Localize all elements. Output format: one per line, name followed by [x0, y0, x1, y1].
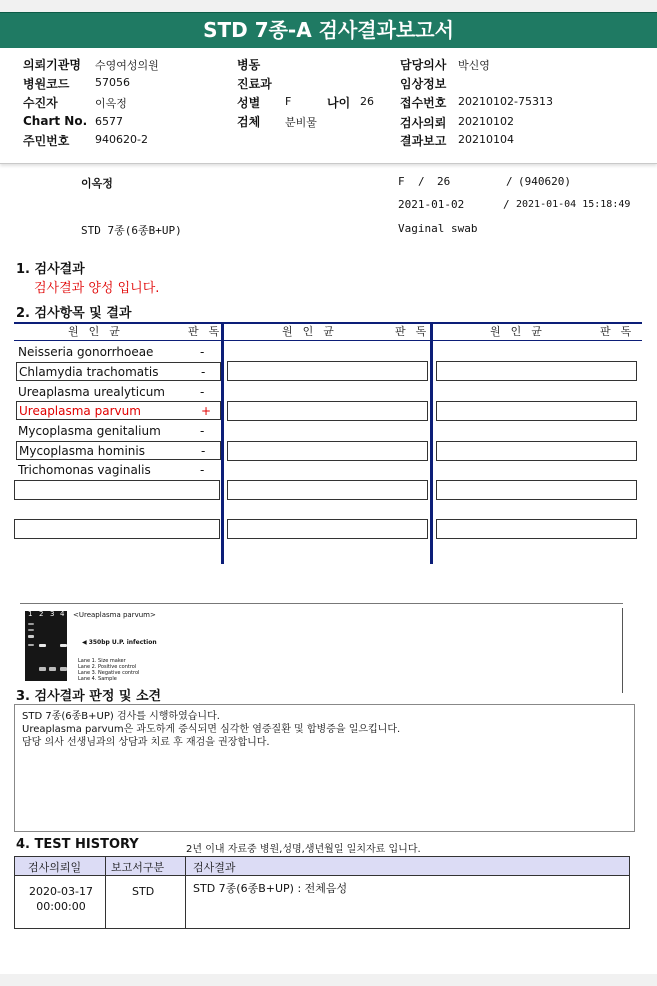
organism-result: + — [201, 404, 212, 418]
report-title: STD 7종-A 검사결과보고서 — [203, 18, 454, 42]
age-label: 나이 — [327, 96, 351, 110]
column-divider — [105, 857, 106, 928]
organism-name: Mycoplasma hominis — [19, 444, 145, 458]
empty-row — [436, 361, 637, 381]
empty-row — [227, 519, 428, 539]
rrn-value: 940620-2 — [95, 133, 148, 146]
patient-age: 26 — [437, 175, 451, 188]
organism-result: - — [201, 444, 206, 458]
section-1-title: 1. 검사결과 — [16, 262, 85, 277]
empty-row — [14, 480, 220, 500]
gel-band — [39, 644, 46, 647]
rrn-label: 주민번호 — [23, 134, 70, 148]
history-report-type: STD — [132, 885, 155, 898]
column-divider — [430, 322, 433, 564]
history-time: 00:00:00 — [36, 900, 86, 913]
section-3-title: 3. 검사결과 판정 및 소견 — [16, 689, 162, 704]
lane-number: 3 — [50, 610, 55, 618]
empty-row — [227, 361, 428, 381]
hospcode-value: 57056 — [95, 76, 130, 89]
history-table — [14, 856, 630, 929]
gel-band — [49, 667, 56, 671]
hospital-value: 수영여성의원 — [95, 59, 159, 72]
organism-name: Chlamydia trachomatis — [19, 365, 159, 379]
opinion-line: Ureaplasma parvum은 과도하게 증식되면 심각한 염증질환 및 합병증을 일으킵니다. — [22, 724, 401, 735]
empty-row — [436, 441, 637, 461]
col-request-date: 검사의뢰일 — [28, 861, 82, 874]
doctor-label: 담당의사 — [400, 58, 447, 72]
specimen-type: Vaginal swab — [398, 222, 478, 235]
dept-label: 진료과 — [237, 77, 272, 91]
history-table-header — [15, 857, 629, 876]
history-test-result: STD 7종(6종B+UP) : 전체음성 — [193, 882, 348, 895]
report-header — [0, 48, 657, 164]
opinion-line: STD 7종(6종B+UP) 검사를 시행하였습니다. — [22, 711, 220, 722]
col-organism-header: 원인균 — [490, 325, 552, 338]
hospital-label: 의뢰기관명 — [23, 58, 81, 72]
report-date-value: 20210104 — [458, 133, 514, 146]
legend-item: Lane 2. Positive control — [78, 664, 137, 670]
gel-band-label: ◀ 350bp U.P. infection — [82, 639, 157, 646]
empty-row — [227, 441, 428, 461]
gel-title: <Ureaplasma parvum> — [73, 611, 156, 619]
result-row — [16, 441, 221, 460]
empty-row — [436, 480, 637, 500]
result-row-positive — [16, 401, 221, 420]
col-test-result: 검사결과 — [193, 861, 236, 874]
gel-band — [28, 644, 34, 646]
organism-name: Mycoplasma genitalium — [18, 424, 161, 438]
test-name: STD 7종(6종B+UP) — [81, 224, 182, 237]
request-date: 2021-01-02 — [398, 198, 465, 211]
sex-label: 성별 — [237, 96, 261, 110]
section-4-title: 4. TEST HISTORY — [16, 837, 139, 852]
patient-birth: (940620) — [518, 175, 571, 188]
ward-label: 병동 — [237, 58, 261, 72]
bottom-band — [0, 974, 657, 986]
request-label: 검사의뢰 — [400, 116, 447, 130]
lane-number: 2 — [39, 610, 44, 618]
clinical-label: 임상정보 — [400, 77, 447, 91]
history-date: 2020-03-17 — [29, 885, 93, 898]
hospcode-label: 병원코드 — [23, 77, 70, 91]
empty-row — [14, 519, 220, 539]
separator: / — [506, 175, 513, 188]
col-organism-header: 원인균 — [68, 325, 130, 338]
patient-label: 수진자 — [23, 96, 58, 110]
section-2-title: 2. 검사항목 및 결과 — [16, 306, 132, 321]
sex-value: F — [285, 95, 292, 108]
legend-item: Lane 3. Negative control — [78, 670, 140, 676]
organism-result: - — [201, 365, 206, 379]
result-row — [16, 461, 221, 480]
col-organism-header: 원인균 — [282, 325, 344, 338]
col-result-header: 판독 — [395, 325, 437, 338]
col-result-header: 판독 — [188, 325, 230, 338]
gel-band — [60, 667, 67, 671]
history-request-date — [23, 884, 99, 914]
report-date-label: 결과보고 — [400, 134, 447, 148]
organism-result: - — [200, 345, 205, 359]
patient-sex: F — [398, 175, 405, 188]
receipt-value: 20210102-75313 — [458, 95, 553, 108]
col-result-header: 판독 — [600, 325, 642, 338]
separator: / — [418, 175, 425, 188]
legend-item: Lane 4. Sample — [78, 676, 117, 682]
organism-name: Neisseria gonorrhoeae — [18, 345, 154, 359]
legend-item: Lane 1. Size maker — [78, 658, 126, 664]
top-band — [0, 0, 657, 12]
empty-row — [227, 480, 428, 500]
doctor-value: 박신영 — [458, 59, 490, 72]
gel-band — [28, 635, 34, 638]
result-row — [16, 362, 221, 381]
positive-result-message: 검사결과 양성 입니다. — [34, 281, 160, 296]
table-header-border — [14, 340, 642, 341]
opinion-line: 담당 의사 선생님과의 상담과 치료 후 재검을 권장합니다. — [22, 737, 270, 748]
gel-image-panel — [20, 603, 623, 683]
panel-border — [622, 608, 623, 693]
organism-name: Trichomonas vaginalis — [18, 463, 151, 477]
column-divider — [221, 322, 224, 564]
organism-result: - — [200, 424, 205, 438]
specimen-label: 검체 — [237, 115, 261, 129]
request-value: 20210102 — [458, 115, 514, 128]
lane-number: 4 — [60, 610, 65, 618]
gel-band — [28, 623, 34, 625]
history-note: 2년 이내 자료중 병원,성명,생년월일 일치자료 입니다. — [186, 844, 421, 855]
organism-result: - — [200, 463, 205, 477]
organism-name: Ureaplasma parvum — [19, 404, 141, 418]
gel-legend — [78, 658, 139, 682]
col-report-type: 보고서구분 — [111, 861, 165, 874]
report-title-bar — [0, 12, 657, 48]
gel-band — [39, 667, 46, 671]
column-divider — [185, 857, 186, 928]
separator: / — [503, 198, 510, 211]
result-row — [16, 383, 221, 402]
report-datetime: 2021-01-04 15:18:49 — [516, 199, 631, 210]
chart-value: 6577 — [95, 115, 123, 128]
age-value: 26 — [360, 95, 374, 108]
gel-band — [28, 629, 34, 631]
lane-number: 1 — [28, 610, 33, 618]
gel-band — [60, 644, 67, 647]
specimen-value: 분비물 — [285, 116, 317, 129]
organism-result: - — [200, 385, 205, 399]
organism-name: Ureaplasma urealyticum — [18, 385, 165, 399]
gel-band-text: 350bp U.P. infection — [88, 639, 157, 646]
gel-electrophoresis-image — [25, 611, 67, 681]
chart-label: Chart No. — [23, 114, 88, 128]
receipt-label: 접수번호 — [400, 96, 447, 110]
result-row — [16, 422, 221, 441]
result-row — [16, 343, 221, 362]
opinion-box — [14, 704, 635, 832]
empty-row — [436, 401, 637, 421]
patient-name: 이옥정 — [81, 177, 113, 190]
empty-row — [436, 519, 637, 539]
patient-value: 이옥정 — [95, 97, 127, 110]
empty-row — [227, 401, 428, 421]
